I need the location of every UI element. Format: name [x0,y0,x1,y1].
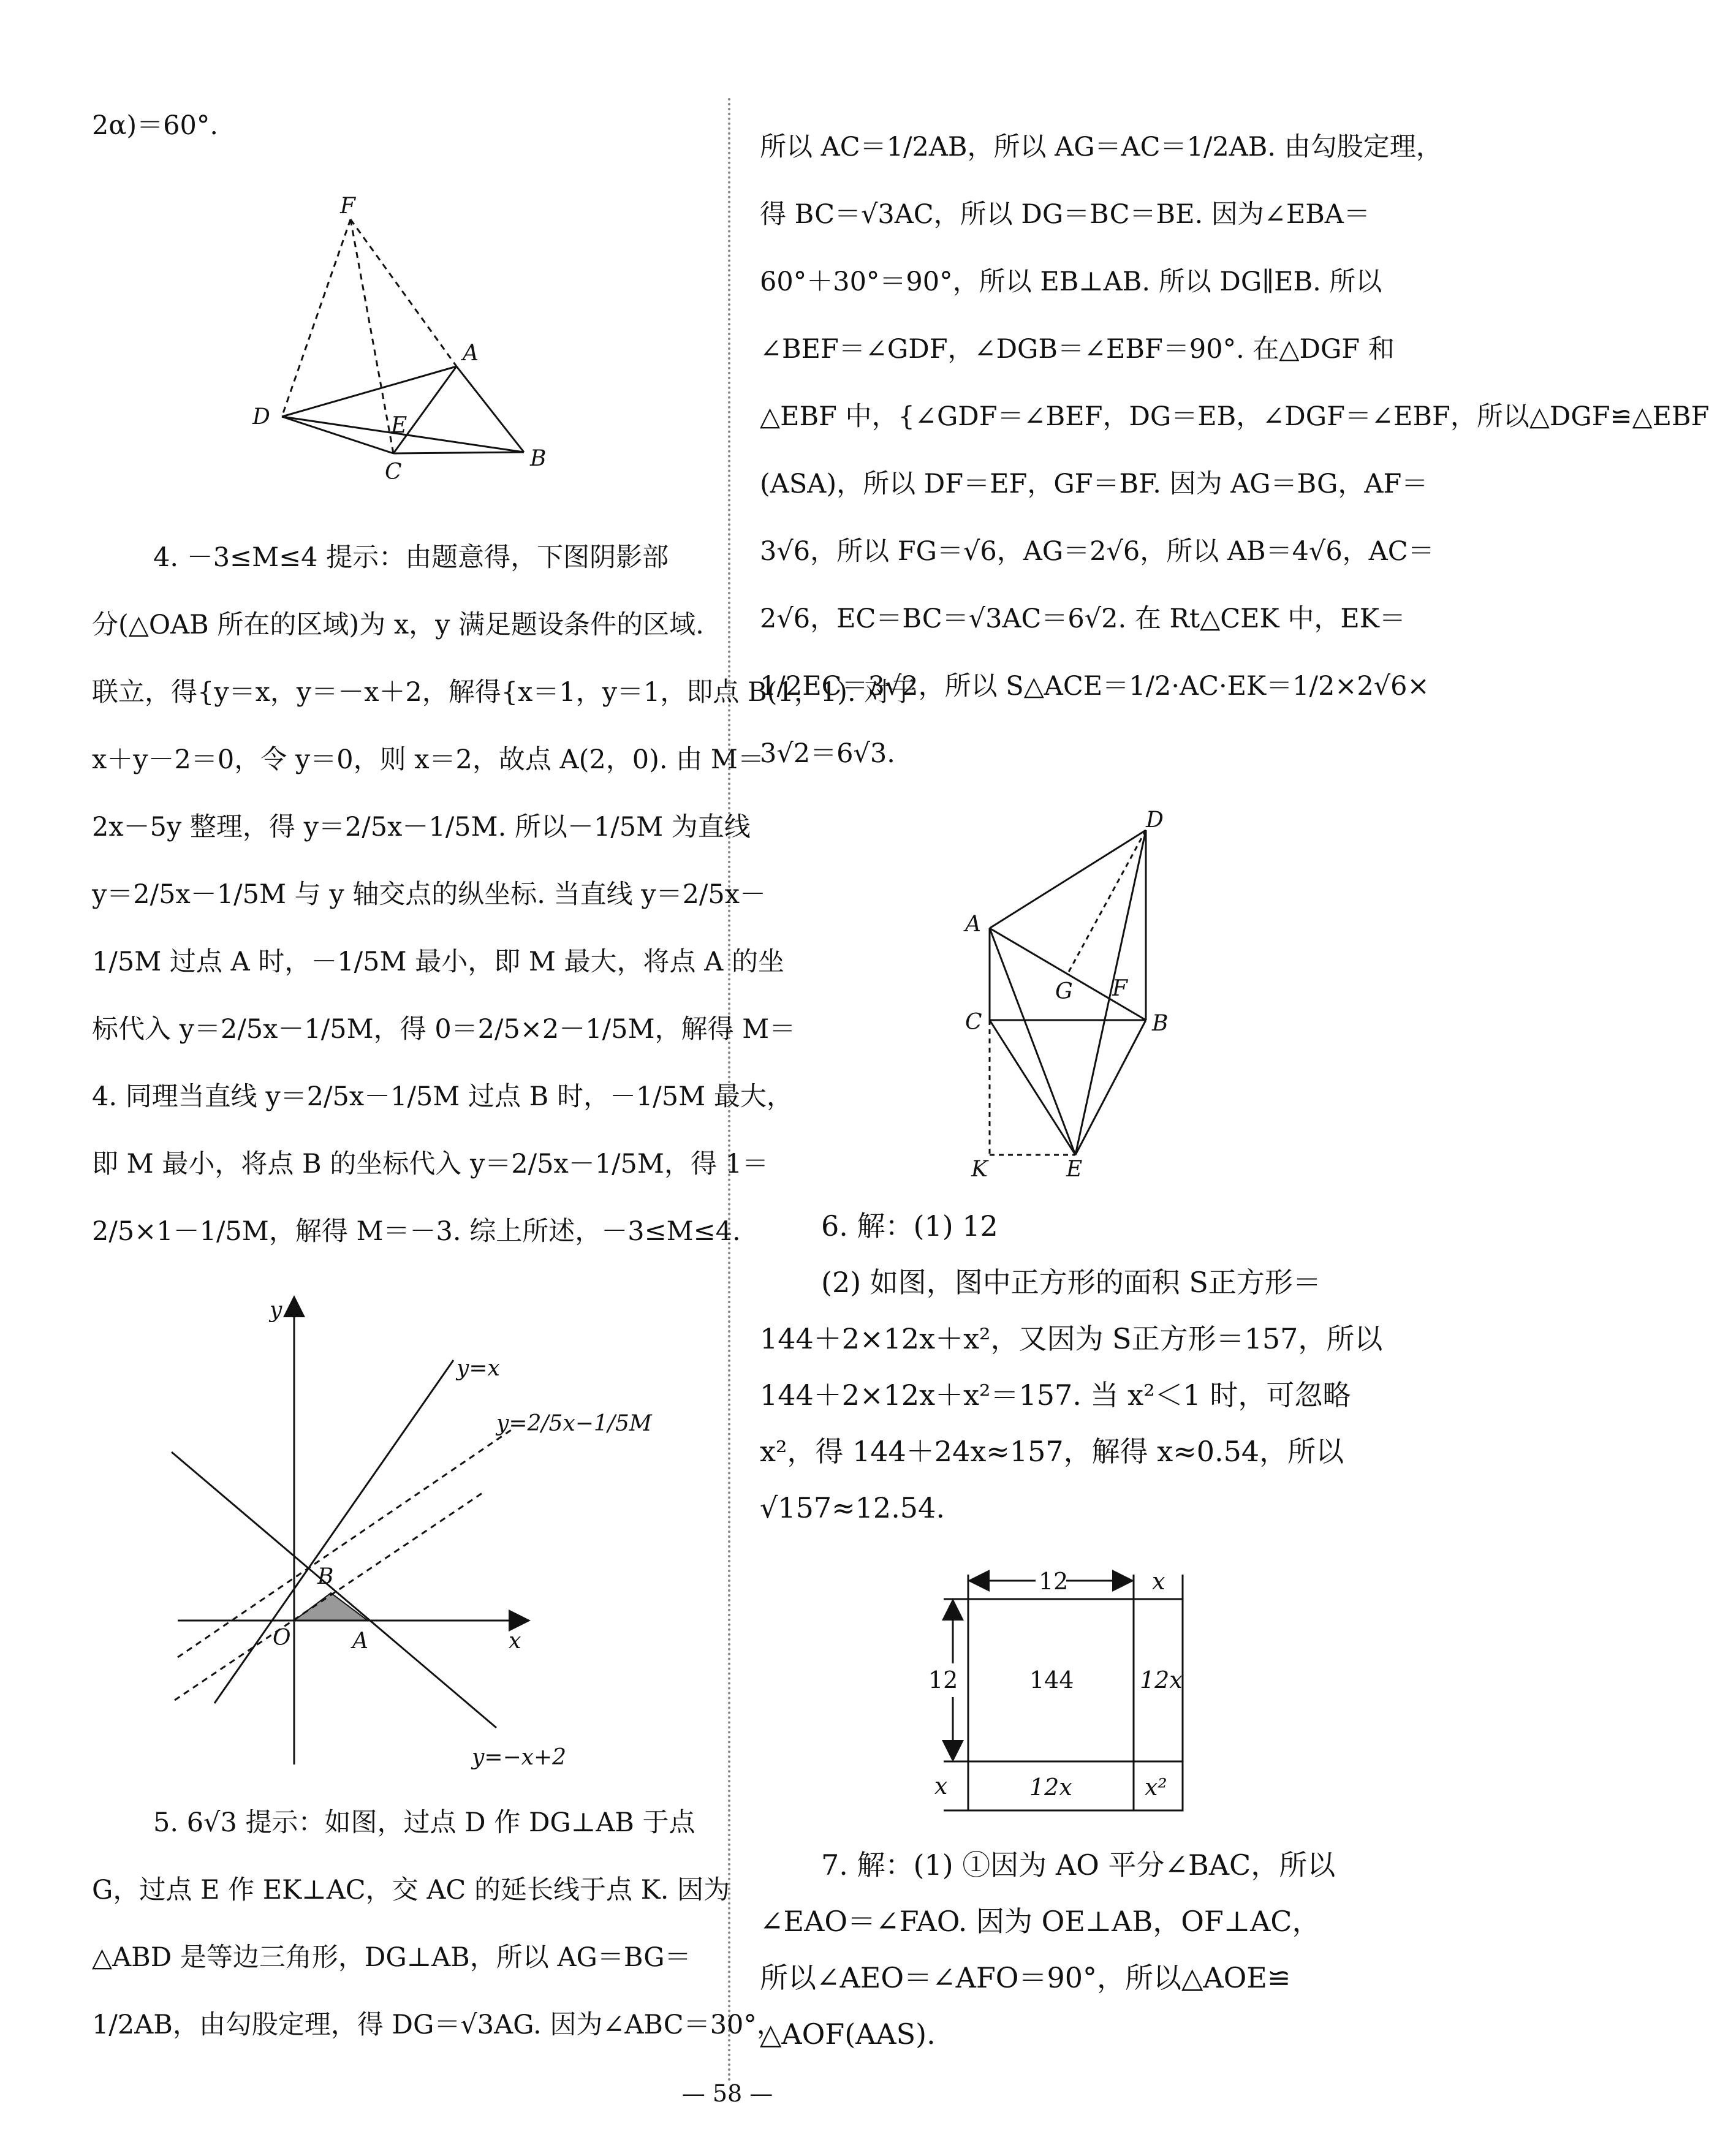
edge-DG [1067,830,1146,974]
label-E: E [1066,1157,1083,1182]
cell-144: 144 [1029,1666,1074,1693]
line-dashed-2 [178,1428,515,1657]
text-line: △AOF(AAS). [760,2018,936,2051]
text-line: x＋y－2＝0，令 y＝0，则 x＝2，故点 A(2，0). 由 M＝ [92,744,764,775]
line-y-neg-x-plus-2 [172,1452,496,1728]
problem-7 [760,1837,1373,2062]
text-line: (2) 如图，图中正方形的面积 S正方形＝ [821,1266,1321,1299]
edge-FD [282,219,351,417]
cell-x-squared: x² [1145,1774,1167,1801]
problem-5 [92,1789,783,2059]
figure-4-square [760,1556,1373,1826]
text-line: 所以∠AEO＝∠AFO＝90°，所以△AOE≌ [760,1961,1291,1994]
label-B: B [317,1564,334,1589]
label-line-neg: y=−x+2 [472,1745,567,1770]
text-line: △ABD 是等边三角形，DG⊥AB，所以 AG＝BG＝ [92,1942,691,1973]
label-A: A [463,341,479,366]
text-line: 联立，得{y＝x，y＝－x＋2，解得{x＝1，y＝1，即点 B(1，1). 对于 [92,677,917,708]
label-left-12: 12 [928,1666,958,1693]
text-line: 2√6，EC＝BC＝√3AC＝6√2. 在 Rt△CEK 中，EK＝ [760,603,1406,634]
label-line-y-x: y=x [457,1356,500,1381]
label-A: A [965,912,981,937]
text-line: ∠EAO＝∠FAO. 因为 OE⊥AB，OF⊥AC， [760,1905,1321,1938]
text-line: 60°＋30°＝90°，所以 EB⊥AB. 所以 DG∥EB. 所以 [760,267,1382,297]
text-line: 1/2AB，由勾股定理，得 DG＝√3AG. 因为∠ABC＝30°， [92,2010,783,2040]
text-line: √157≈12.54. [760,1491,945,1524]
edge-DC [282,417,393,453]
label-top-12: 12 [1039,1568,1069,1595]
text-line: 1/5M 过点 A 时，－1/5M 最小，即 M 最大，将点 A 的坐 [92,947,784,977]
text-line: G，过点 E 作 EK⊥AC，交 AC 的延长线于点 K. 因为 [92,1875,730,1905]
edge-DE [1075,830,1146,1155]
text-line: 4. 同理当直线 y＝2/5x－1/5M 过点 B 时，－1/5M 最大， [92,1081,793,1112]
text-line: 3√6，所以 FG＝√6，AG＝2√6，所以 AB＝4√6，AC＝ [760,536,1434,567]
text-line: (ASA)，所以 DF＝EF，GF＝BF. 因为 AG＝BG，AF＝ [760,469,1428,499]
label-x: x [509,1628,521,1654]
text-line: 2x－5y 整理，得 y＝2/5x－1/5M. 所以－1/5M 为直线 [92,812,751,842]
cell-12x-right: 12x [1140,1666,1183,1693]
label-F: F [1112,976,1127,1001]
text-line: △EBF 中，{∠GDF＝∠BEF，DG＝EB，∠DGF＝∠EBF，所以△DGF≌△EBF [760,401,1709,432]
text-line: y＝2/5x－1/5M 与 y 轴交点的纵坐标. 当直线 y＝2/5x－ [92,879,767,910]
text-line: 得 BC＝√3AC，所以 DG＝BC＝BE. 因为∠EBA＝ [760,199,1370,230]
text-line: 3√2＝6√3. [760,738,895,769]
label-E: E [391,413,407,438]
label-O: O [273,1625,291,1651]
shaded-triangle-OAB [294,1593,368,1621]
figure-2-graph [92,1262,705,1789]
edge-AD [990,830,1146,928]
edge-FC [351,219,393,453]
text-line: 分(△OAB 所在的区域)为 x，y 满足题设条件的区域. [92,610,704,640]
text-line: 144＋2×12x＋x²，又因为 S正方形＝157，所以 [760,1322,1383,1355]
label-G: G [1055,979,1073,1004]
label-C: C [385,460,402,485]
edge-CB [393,452,524,453]
problem-6 [760,1198,1383,1536]
figure-1 [92,159,705,502]
label-B: B [1152,1011,1169,1036]
cell-12x-bottom: 12x [1029,1774,1072,1801]
label-K: K [971,1157,988,1182]
line-y-x [214,1360,453,1703]
edge-DA [282,366,457,417]
label-B: B [530,446,547,471]
text-line: 1/2EC＝3√2，所以 S△ACE＝1/2·AC·EK＝1/2×2√6× [760,671,1430,702]
edge-FA [351,219,457,366]
label-top-x: x [1152,1568,1165,1595]
edge-BE [1075,1020,1146,1155]
label-D: D [252,404,270,429]
label-line-M: y=2/5x−1/5M [496,1411,652,1436]
page-number: — 58 — [681,2080,773,2107]
text-line: 标代入 y＝2/5x－1/5M，得 0＝2/5×2－1/5M，解得 M＝ [92,1014,796,1045]
text-line: 4. －3≤M≤4 提示：由题意得，下图阴影部 [153,542,669,573]
label-A: A [352,1628,368,1654]
text-line: 即 M 最小，将点 B 的坐标代入 y＝2/5x－1/5M，得 1＝ [92,1149,768,1179]
label-C: C [965,1010,982,1035]
label-F: F [340,194,355,219]
label-D: D [1146,808,1164,833]
text-line: 2/5×1－1/5M，解得 M＝－3. 综上所述，－3≤M≤4. [92,1216,741,1247]
text-line: 7. 解：(1) ①因为 AO 平分∠BAC，所以 [821,1848,1336,1882]
label-left-x: x [934,1772,948,1799]
text-line: 6. 解：(1) 12 [821,1209,998,1243]
text-line: x²，得 144＋24x≈157，解得 x≈0.54，所以 [760,1435,1344,1468]
problem-5-continued [760,113,1709,787]
text-line: 144＋2×12x＋x²＝157. 当 x²＜1 时，可忽略 [760,1379,1351,1412]
text-line: 2α)＝60°. [92,110,219,141]
edge-AB [457,366,524,452]
text-line: 5. 6√3 提示：如图，过点 D 作 DG⊥AB 于点 [153,1807,695,1838]
text-line: 所以 AC＝1/2AB，所以 AG＝AC＝1/2AB. 由勾股定理， [760,132,1442,162]
text-line: ∠BEF＝∠GDF，∠DGB＝∠EBF＝90°. 在△DGF 和 [760,334,1395,365]
figure-3 [760,809,1373,1189]
label-y: y [270,1298,282,1323]
